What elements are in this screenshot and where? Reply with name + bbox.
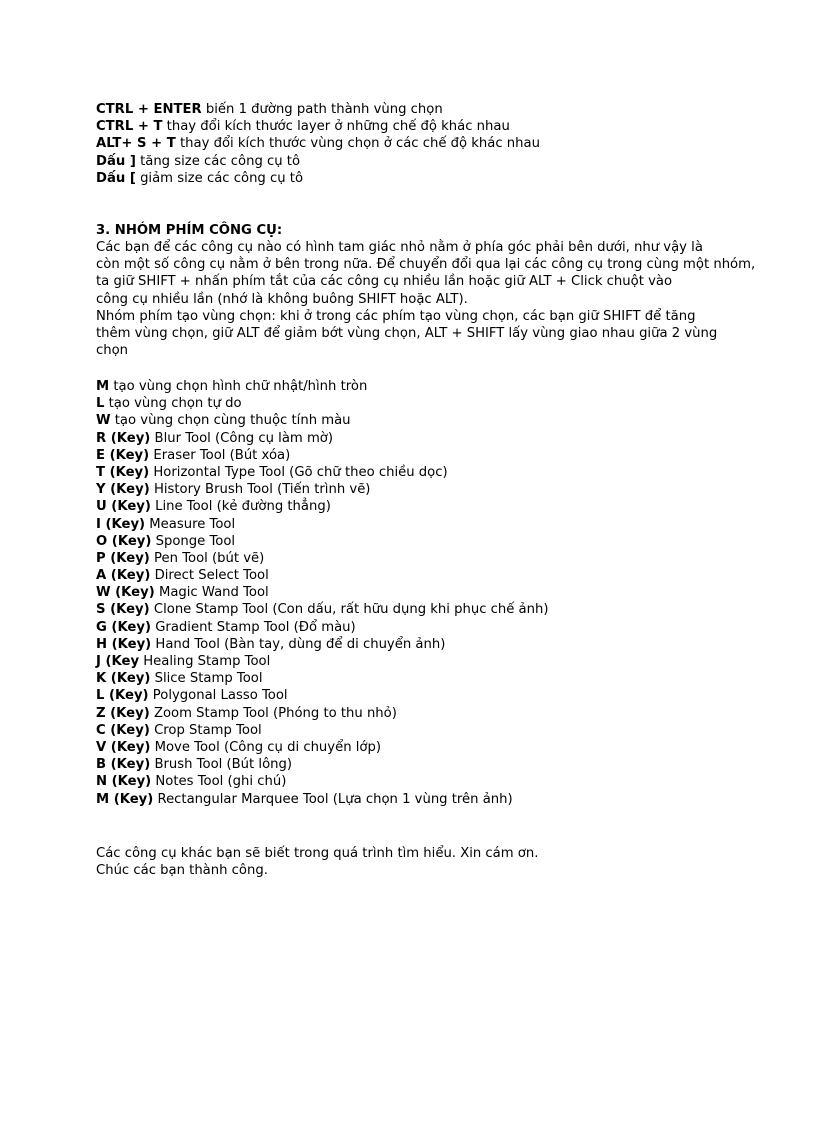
tool-item bbox=[96, 378, 736, 395]
tool-key: V (Key) bbox=[96, 739, 151, 755]
tool-desc: Rectangular Marquee Tool (Lựa chọn 1 vùng trên ảnh) bbox=[157, 791, 513, 807]
tool-key: M (Key) bbox=[96, 791, 154, 807]
tool-key: L (Key) bbox=[96, 688, 149, 704]
tool-desc: Notes Tool (ghi chú) bbox=[155, 774, 287, 790]
tool-desc: Eraser Tool (Bút xóa) bbox=[153, 447, 291, 463]
tool-desc: tạo vùng chọn cùng thuộc tính màu bbox=[114, 413, 351, 429]
intro-line: thêm vùng chọn, giữ ALT để giảm bớt vùng chọn, ALT + SHIFT lấy vùng giao nhau giữa 2 vùng bbox=[96, 325, 718, 341]
tool-item bbox=[96, 412, 736, 429]
tool-desc: Move Tool (Công cụ di chuyển lớp) bbox=[154, 739, 382, 755]
tool-desc: History Brush Tool (Tiến trình vẽ) bbox=[153, 482, 371, 498]
shortcut-item bbox=[96, 170, 736, 187]
tool-key: L bbox=[96, 396, 105, 412]
shortcut-item bbox=[96, 101, 736, 118]
tool-desc: Slice Stamp Tool bbox=[154, 671, 263, 687]
tool-item bbox=[96, 447, 736, 464]
tool-key: U (Key) bbox=[96, 499, 151, 515]
tool-desc: Hand Tool (Bàn tay, dùng để di chuyển ảnh) bbox=[155, 636, 446, 652]
tool-item bbox=[96, 636, 736, 653]
shortcut-item bbox=[96, 118, 736, 135]
shortcut-desc: thay đổi kích thước vùng chọn ở các chế độ khác nhau bbox=[180, 136, 540, 152]
shortcut-key: ALT+ S + T bbox=[96, 136, 176, 152]
tool-desc: Clone Stamp Tool (Con dấu, rất hữu dụng khi phục chế ảnh) bbox=[153, 602, 549, 618]
tool-desc: Polygonal Lasso Tool bbox=[152, 688, 288, 704]
tool-key: K (Key) bbox=[96, 671, 151, 687]
intro-line: chọn bbox=[96, 343, 129, 359]
tool-desc: Line Tool (kẻ đường thẳng) bbox=[155, 499, 331, 515]
tool-desc: Pen Tool (bút vẽ) bbox=[154, 550, 265, 566]
tool-key: C (Key) bbox=[96, 722, 150, 738]
tool-desc: tạo vùng chọn hình chữ nhật/hình tròn bbox=[113, 379, 368, 394]
shortcut-desc: biến 1 đường path thành vùng chọn bbox=[205, 102, 443, 117]
tool-key: E (Key) bbox=[96, 447, 150, 463]
tool-desc: Blur Tool (Công cụ làm mờ) bbox=[154, 430, 334, 446]
shortcut-key: CTRL + ENTER bbox=[96, 102, 202, 117]
tool-key: M bbox=[96, 379, 110, 394]
shortcut-list bbox=[96, 101, 736, 187]
tool-key: W (Key) bbox=[96, 585, 155, 601]
tool-key: I (Key) bbox=[96, 516, 146, 532]
shortcut-desc: tăng size các công cụ tô bbox=[140, 153, 301, 169]
tool-item bbox=[96, 601, 736, 618]
tool-key: J (Key bbox=[96, 654, 140, 669]
tool-item bbox=[96, 550, 736, 567]
tool-key: R (Key) bbox=[96, 430, 151, 446]
shortcut-key: Dấu [ bbox=[96, 170, 136, 186]
shortcut-key: Dấu ] bbox=[96, 153, 136, 169]
tool-desc: Crop Stamp Tool bbox=[154, 722, 262, 738]
section-heading: 3. NHÓM PHÍM CÔNG CỤ: bbox=[96, 223, 283, 238]
shortcut-desc: thay đổi kích thước layer ở những chế độ khác nhau bbox=[166, 119, 510, 135]
tool-key: B (Key) bbox=[96, 757, 151, 773]
intro-line: Các bạn để các công cụ nào có hình tam giác nhỏ nằm ở phía góc phải bên dưới, như vậy là bbox=[96, 240, 703, 255]
intro-line: công cụ nhiều lần (nhớ là không buông SHIFT hoặc ALT). bbox=[96, 291, 468, 307]
tool-desc: Direct Select Tool bbox=[154, 568, 269, 584]
tool-key: Y (Key) bbox=[96, 482, 150, 498]
tool-key: N (Key) bbox=[96, 774, 152, 790]
tool-desc: Magic Wand Tool bbox=[158, 585, 269, 601]
tool-desc: Horizontal Type Tool (Gõ chữ theo chiều dọc) bbox=[153, 464, 448, 480]
tool-item bbox=[96, 498, 736, 515]
tool-item bbox=[96, 653, 736, 670]
closing-paragraph bbox=[96, 845, 736, 879]
tool-item bbox=[96, 756, 736, 773]
tool-item bbox=[96, 430, 736, 447]
tool-item bbox=[96, 687, 736, 704]
tool-item bbox=[96, 739, 736, 756]
intro-line: Nhóm phím tạo vùng chọn: khi ở trong các phím tạo vùng chọn, các bạn giữ SHIFT để tăng bbox=[96, 308, 696, 324]
shortcut-key: CTRL + T bbox=[96, 119, 163, 135]
tool-key: H (Key) bbox=[96, 636, 152, 652]
tool-item bbox=[96, 773, 736, 790]
tool-item bbox=[96, 395, 736, 412]
tool-desc: Zoom Stamp Tool (Phóng to thu nhỏ) bbox=[153, 705, 397, 721]
tool-key: T (Key) bbox=[96, 464, 150, 480]
tool-item bbox=[96, 722, 736, 739]
tool-key: S (Key) bbox=[96, 602, 150, 618]
tool-item bbox=[96, 584, 736, 601]
intro-paragraph bbox=[96, 239, 756, 359]
shortcut-item bbox=[96, 135, 736, 152]
tool-item bbox=[96, 567, 736, 584]
tool-item bbox=[96, 464, 736, 481]
shortcut-desc: giảm size các công cụ tô bbox=[140, 170, 304, 186]
intro-line: ta giữ SHIFT + nhấn phím tắt của các công cụ nhiều lần hoặc giữ ALT + Click chuột vào bbox=[96, 274, 673, 290]
tool-key: P (Key) bbox=[96, 550, 150, 566]
tool-item bbox=[96, 670, 736, 687]
intro-line: còn một số công cụ nằm ở bên trong nữa. Để chuyển đổi qua lại các công cụ trong cùng một nhóm, bbox=[96, 257, 756, 273]
closing-line: Các công cụ khác bạn sẽ biết trong quá trình tìm hiểu. Xin cám ơn. bbox=[96, 846, 539, 861]
tool-desc: Healing Stamp Tool bbox=[143, 654, 271, 669]
tool-key: W bbox=[96, 413, 111, 429]
closing-line: Chúc các bạn thành công. bbox=[96, 863, 268, 879]
tool-desc: Brush Tool (Bút lông) bbox=[154, 757, 293, 773]
tool-desc: tạo vùng chọn tự do bbox=[108, 396, 242, 412]
tool-key: A (Key) bbox=[96, 568, 151, 584]
tool-desc: Measure Tool bbox=[149, 516, 236, 532]
tool-item bbox=[96, 791, 736, 808]
tool-item bbox=[96, 533, 736, 550]
tool-item bbox=[96, 619, 736, 636]
tool-key: Z (Key) bbox=[96, 705, 150, 721]
tool-item bbox=[96, 705, 736, 722]
tool-item bbox=[96, 516, 736, 533]
tool-item bbox=[96, 481, 736, 498]
tool-key: G (Key) bbox=[96, 619, 151, 635]
tool-shortcut-list bbox=[96, 378, 736, 808]
tool-desc: Sponge Tool bbox=[155, 533, 236, 549]
tool-key: O (Key) bbox=[96, 533, 152, 549]
tool-desc: Gradient Stamp Tool (Đổ màu) bbox=[155, 619, 356, 635]
shortcut-item bbox=[96, 153, 736, 170]
